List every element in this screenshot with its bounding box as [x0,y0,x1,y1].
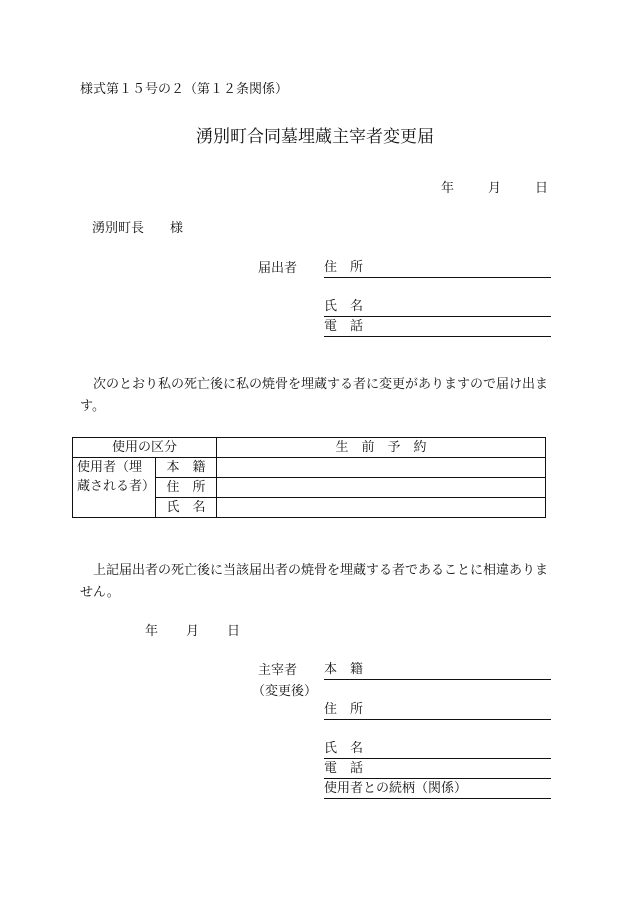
table-row [73,458,546,478]
notifier-name-label: 氏 名 [324,299,364,314]
statement-paragraph-2: 上記届出者の死亡後に当該届出者の焼骨を埋蔵する者であることに相違ありません。 [80,563,549,600]
host-name-label: 氏 名 [324,741,364,756]
table-header-row [73,438,546,458]
host-phone-field[interactable] [324,762,551,779]
notifier-phone-field[interactable] [324,320,551,337]
addressee [92,222,183,235]
table-category-user: 使用者（埋蔵される者） [73,458,156,518]
addressee-name: 湧別町長 [92,221,145,236]
date-top [441,182,548,195]
host-address-label: 住 所 [324,702,364,717]
notifier-address-field[interactable] [324,261,551,278]
table-row-label: 本 籍 [156,458,217,478]
date-month-label: 月 [487,181,501,196]
form-number: 様式第１５号の２（第１２条関係） [80,82,289,97]
table-row-label: 氏 名 [156,498,217,518]
date-year-label: 年 [145,624,159,639]
table-header-advance-reservation: 生 前 予 約 [217,438,546,458]
host-domicile-label: 本 籍 [324,662,364,677]
date-month-label: 月 [186,624,200,639]
usage-table [72,437,546,518]
host-relation-field[interactable] [324,782,551,799]
notifier-phone-label: 電 話 [324,319,364,334]
table-cell-domicile[interactable] [217,458,546,478]
notifier-label: 届出者 [258,261,298,276]
date-day-label: 日 [227,624,241,639]
addressee-honorific: 様 [170,221,184,236]
table-cell-address[interactable] [217,478,546,498]
notifier-address-label: 住 所 [324,260,364,275]
host-relation-label: 使用者との続柄（関係） [324,781,468,796]
date-day-label: 日 [534,181,548,196]
table-header-usage-category: 使用の区分 [73,438,217,458]
host-domicile-field[interactable] [324,663,551,680]
date-middle [145,625,240,638]
date-year-label: 年 [440,181,454,196]
table-cell-name[interactable] [217,498,546,518]
host-label: 主宰者 [258,663,298,678]
host-address-field[interactable] [324,703,551,720]
document-title: 湧別町合同墓埋蔵主宰者変更届 [196,127,434,147]
host-sublabel: （変更後） [252,684,318,699]
statement-paragraph-1: 次のとおり私の死亡後に私の焼骨を埋蔵する者に変更がありますので届け出ます。 [80,377,549,414]
table-row-label: 住 所 [156,478,217,498]
host-phone-label: 電 話 [324,761,364,776]
notifier-name-field[interactable] [324,300,551,317]
host-name-field[interactable] [324,742,551,759]
